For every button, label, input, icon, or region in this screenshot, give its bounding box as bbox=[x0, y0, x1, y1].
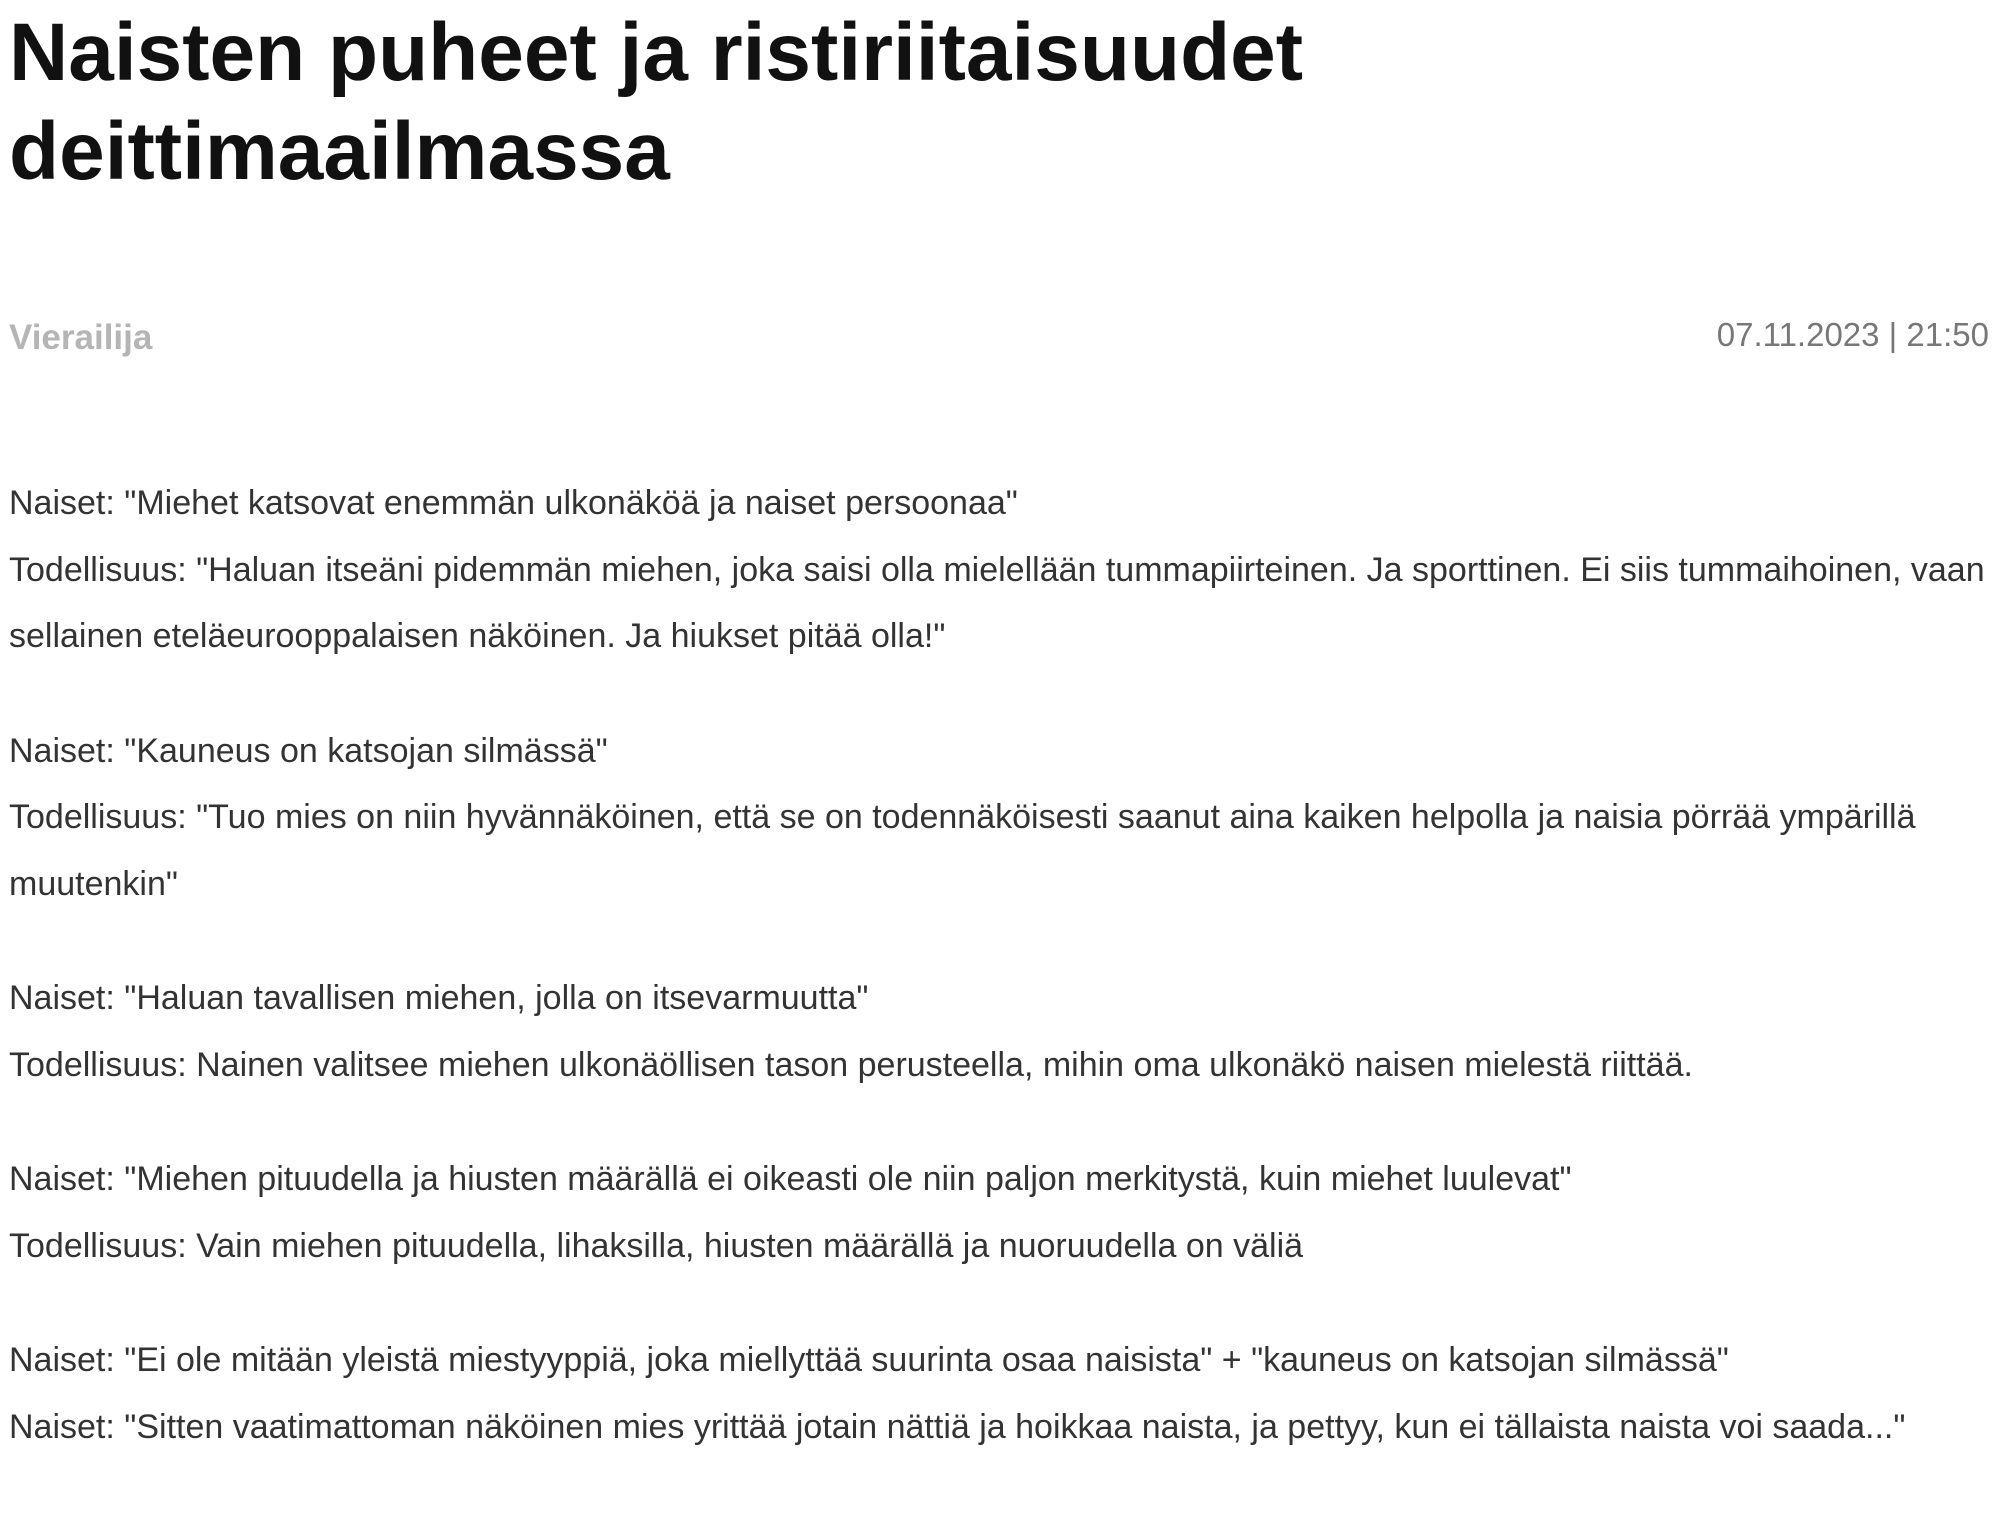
paragraph-line: Naiset: "Miehen pituudella ja hiusten määrällä ei oikeasti ole niin paljon merkitystä, kuin miehet luulevat" bbox=[9, 1160, 1572, 1198]
paragraph bbox=[9, 470, 1989, 670]
paragraph-line: Todellisuus: Vain miehen pituudella, lihaksilla, hiusten määrällä ja nuoruudella on väliä bbox=[9, 1226, 1304, 1265]
paragraph bbox=[9, 718, 1989, 918]
post-meta bbox=[9, 312, 1989, 362]
paragraph-line: Naiset: "Ei ole mitään yleistä miestyyppiä, joka miellyttää suurinta osaa naisista" + "kauneus on katsojan silmässä" bbox=[9, 1341, 1729, 1379]
post-timestamp: 07.11.2023 | 21:50 bbox=[1716, 316, 1989, 353]
paragraph-line: Naiset: "Sitten vaatimattoman näköinen mies yrittää jotain nättiä ja hoikkaa naista, ja pettyy, kun ei tällaista naista voi saada..." bbox=[9, 1407, 1906, 1446]
paragraph-line: Naiset: "Miehet katsovat enemmän ulkonäköä ja naiset persoonaa" bbox=[9, 484, 1018, 522]
paragraph-line: Todellisuus: "Haluan itseäni pidemmän miehen, joka saisi olla mielellään tummapiirteinen. Ja sporttinen. Ei siis tummaihoinen, vaan sellainen eteläeurooppalaisen näköinen. Ja hiukset pitää olla!" bbox=[9, 550, 1985, 655]
paragraph-line: Naiset: "Haluan tavallisen miehen, jolla on itsevarmuutta" bbox=[9, 979, 869, 1017]
paragraph bbox=[9, 1146, 1989, 1279]
author-name[interactable]: Vierailija bbox=[9, 318, 153, 357]
paragraph bbox=[9, 1327, 1989, 1460]
paragraph bbox=[9, 965, 1989, 1098]
post-container bbox=[9, 0, 1989, 1446]
paragraph-line: Todellisuus: "Tuo mies on niin hyvännäköinen, että se on todennäköisesti saanut aina kaiken helpolla ja naisia pörrää ympärillä muutenkin" bbox=[9, 798, 1916, 903]
paragraph-line: Todellisuus: Nainen valitsee miehen ulkonäöllisen tason perusteella, mihin oma ulkonäkö naisen mielestä riittää. bbox=[9, 1045, 1693, 1084]
post-title: Naisten puheet ja ristiriitaisuudet deittimaailmassa bbox=[9, 7, 1304, 197]
post-body bbox=[9, 470, 1989, 1508]
paragraph-line: Naiset: "Kauneus on katsojan silmässä" bbox=[9, 731, 608, 770]
